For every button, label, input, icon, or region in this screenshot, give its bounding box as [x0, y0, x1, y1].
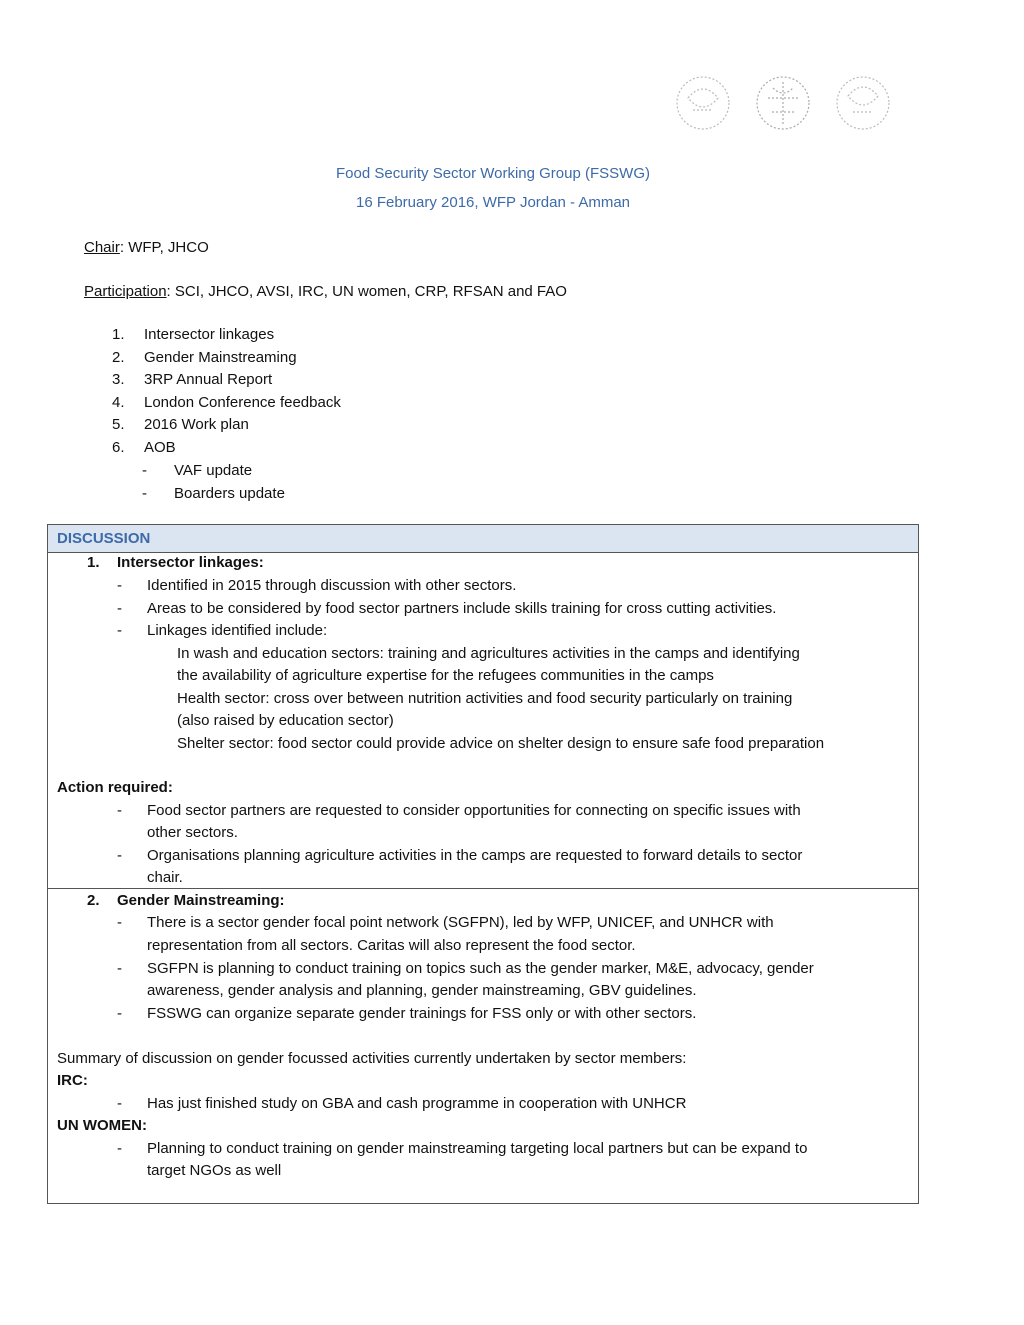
agenda-item	[112, 437, 341, 460]
action-2-cont: chair.	[147, 869, 183, 886]
document-title: Food Security Sector Working Group (FSSWG)	[336, 165, 650, 182]
bullet-dash: -	[117, 1140, 122, 1157]
s1-linkage-2: Health sector: cross over between nutrition activities and food security particularly on training	[177, 690, 793, 707]
agenda-item-number: 5.	[112, 416, 125, 433]
agenda-item-number: 3.	[112, 371, 125, 388]
action-2: Organisations planning agriculture activities in the camps are requested to forward details to sector	[147, 847, 803, 864]
bullet-dash: -	[117, 802, 122, 819]
agenda-item	[112, 392, 341, 415]
agenda-item	[112, 347, 341, 370]
logo-2-icon	[757, 77, 809, 129]
irc-bullet-1: Has just finished study on GBA and cash programme in cooperation with UNHCR	[147, 1095, 687, 1112]
s1-linkage-3: Shelter sector: food sector could provide advice on shelter design to ensure safe food preparation	[177, 735, 825, 752]
discussion-heading: DISCUSSION	[48, 525, 918, 553]
agenda-list	[112, 324, 341, 505]
chair-label: Chair	[84, 239, 120, 256]
bullet-dash: -	[117, 1005, 122, 1022]
bullet-dash: -	[117, 960, 122, 977]
document-date-location: 16 February 2016, WFP Jordan - Amman	[355, 194, 630, 211]
agenda-item-text: 3RP Annual Report	[144, 371, 273, 388]
s1-linkage-1: In wash and education sectors: training and agricultures activities in the camps and identifying	[177, 645, 800, 662]
participation-line	[84, 283, 567, 300]
agenda-item-number: 2.	[112, 348, 125, 366]
s2-bullet-1-cont: representation from all sectors. Caritas will also represent the food sector.	[147, 937, 636, 954]
section-1-number: 1.	[87, 554, 100, 571]
agenda-subitem-text: VAF update	[174, 462, 253, 479]
logo-3-icon	[837, 77, 889, 129]
bullet-dash: -	[117, 622, 122, 639]
un-women-bullet-1: Planning to conduct training on gender mainstreaming targeting local partners but can be expand to	[147, 1140, 808, 1157]
un-women-bullet-1-cont: target NGOs as well	[147, 1162, 282, 1179]
agenda-item-number: 6.	[112, 438, 125, 456]
action-required-label: Action required:	[57, 779, 173, 796]
participation-label: Participation	[84, 283, 167, 300]
s2-bullet-3: FSSWG can organize separate gender trainings for FSS only or with other sectors.	[147, 1005, 697, 1022]
agenda-subitem-dash: -	[142, 462, 147, 479]
section-2-title: Gender Mainstreaming:	[117, 892, 285, 909]
discussion-table	[47, 524, 919, 1204]
agenda-item-text: Intersector linkages	[144, 326, 275, 343]
irc-label: IRC:	[57, 1072, 88, 1089]
logo-1-icon	[677, 77, 729, 129]
bullet-dash: -	[117, 847, 122, 864]
agenda-item	[112, 369, 341, 392]
un-women-label: UN WOMEN:	[57, 1117, 147, 1134]
action-1: Food sector partners are requested to consider opportunities for connecting on specific issues with	[147, 802, 801, 819]
agenda-subitem	[112, 482, 341, 505]
s1-linkage-1-cont: the availability of agriculture expertise for the refugees communities in the camps	[177, 667, 714, 684]
agenda-item-text: 2016 Work plan	[144, 416, 249, 433]
agenda-item-text: AOB	[144, 438, 176, 456]
chair-line	[84, 239, 209, 256]
section-divider	[48, 888, 918, 889]
bullet-dash: -	[117, 1095, 122, 1112]
section-1-title: Intersector linkages:	[117, 554, 264, 571]
agenda-item-number: 1.	[112, 326, 125, 343]
participation-value: : SCI, JHCO, AVSI, IRC, UN women, CRP, RFSAN and FAO	[166, 283, 567, 300]
s2-bullet-2: SGFPN is planning to conduct training on topics such as the gender marker, M&E, advocacy, gender	[147, 960, 814, 977]
agenda-subitem-text: Boarders update	[174, 485, 285, 502]
bullet-dash: -	[117, 577, 122, 594]
agenda-subitem	[112, 459, 341, 482]
agenda-subitem-dash: -	[142, 485, 147, 502]
s1-linkage-2-cont: (also raised by education sector)	[177, 712, 394, 729]
agenda-item	[112, 414, 341, 437]
s1-bullet-1: Identified in 2015 through discussion with other sectors.	[147, 577, 517, 594]
summary-line: Summary of discussion on gender focussed activities currently undertaken by sector members:	[57, 1050, 687, 1067]
s2-bullet-1: There is a sector gender focal point network (SGFPN), led by WFP, UNICEF, and UNHCR with	[147, 914, 774, 931]
agenda-item	[112, 324, 341, 347]
chair-value: : WFP, JHCO	[119, 239, 209, 256]
bullet-dash: -	[117, 914, 122, 931]
s1-bullet-3: Linkages identified include:	[147, 622, 328, 639]
action-1-cont: other sectors.	[147, 824, 238, 841]
agenda-item-text: London Conference feedback	[144, 393, 341, 411]
agenda-item-text: Gender Mainstreaming	[144, 348, 297, 366]
s2-bullet-2-cont: awareness, gender analysis and planning, gender mainstreaming, GBV guidelines.	[147, 982, 697, 999]
s1-bullet-2: Areas to be considered by food sector partners include skills training for cross cutting activities.	[147, 600, 777, 617]
section-2-number: 2.	[87, 892, 100, 909]
agenda-item-number: 4.	[112, 393, 125, 411]
bullet-dash: -	[117, 600, 122, 617]
partner-logos	[668, 68, 908, 138]
